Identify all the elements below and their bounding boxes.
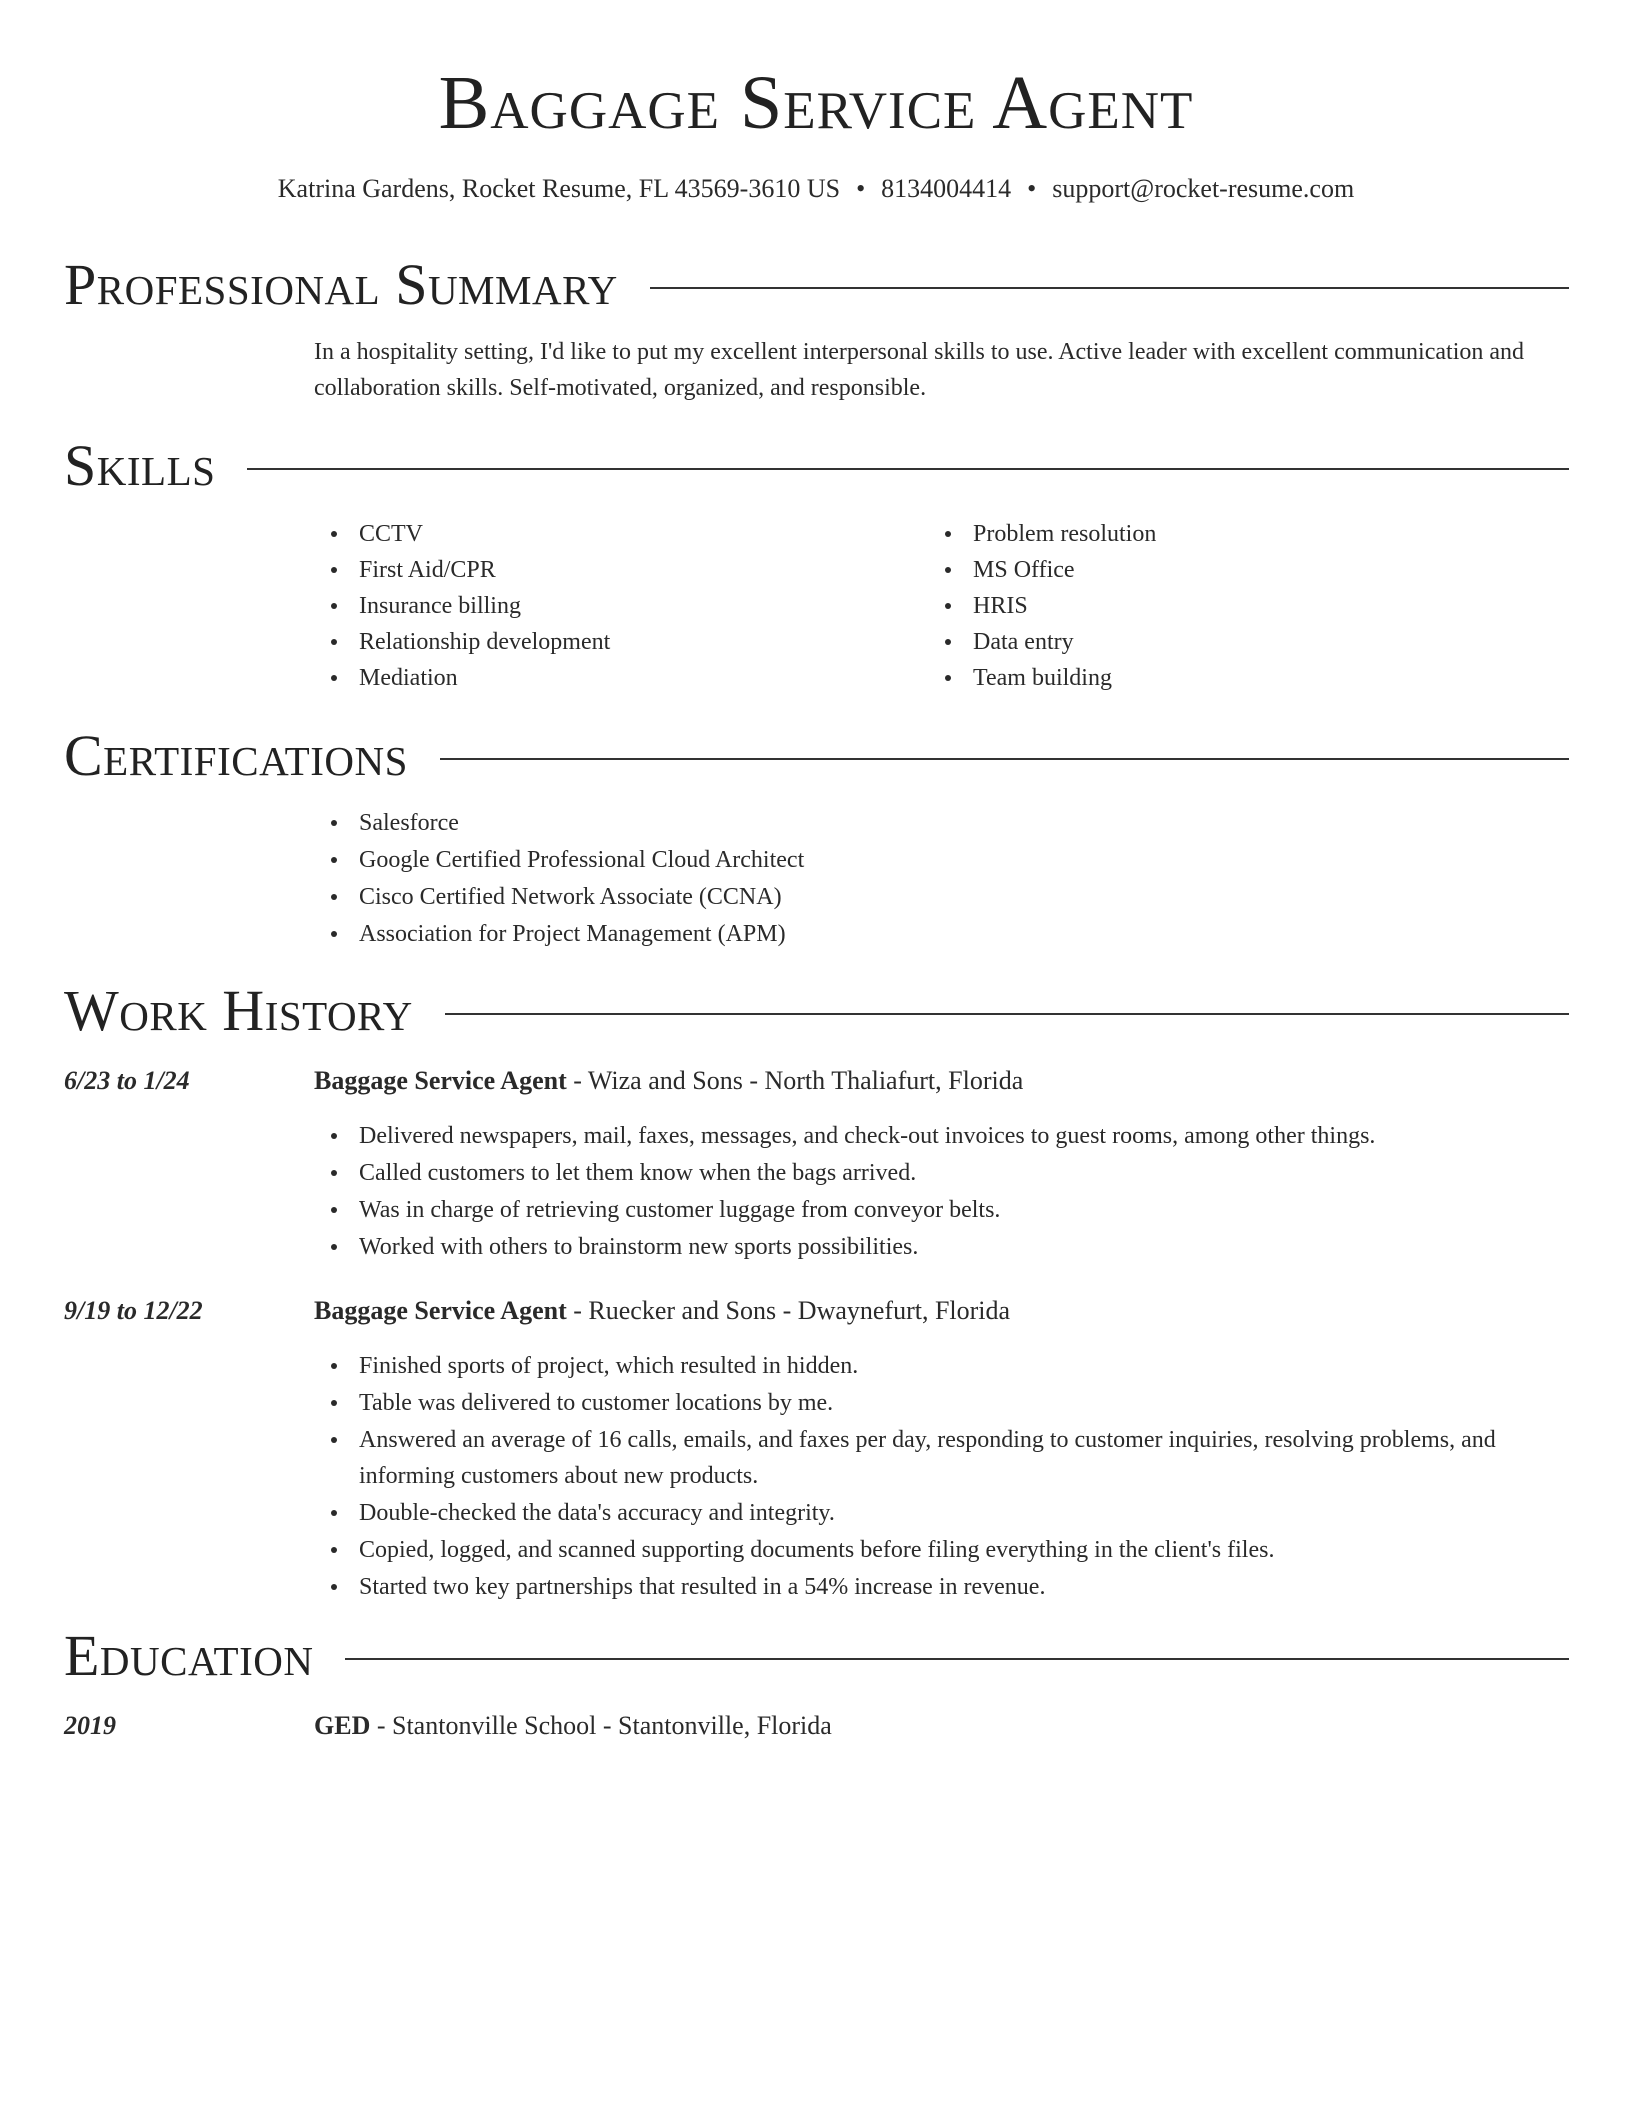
education-heading <box>314 1709 832 1743</box>
certification-item: Salesforce <box>314 805 1569 841</box>
job-role: Baggage Service Agent <box>314 1066 567 1095</box>
work-section-header <box>64 979 1569 1043</box>
summary-text: In a hospitality setting, I'd like to put my excellent interpersonal skills to use. Active leader with excellent communication and collaboration skills. Self-motivated, organized, and responsible. <box>314 339 1525 401</box>
education-year: 2019 <box>64 1711 116 1740</box>
skill-item: HRIS <box>928 588 1528 624</box>
contact-address: Katrina Gardens, Rocket Resume, FL 43569-3610 US <box>277 174 841 203</box>
certification-item: Google Certified Professional Cloud Architect <box>314 842 1569 878</box>
resume-name: Baggage Service Agent <box>438 61 1194 145</box>
skill-item: Problem resolution <box>928 516 1528 552</box>
skill-item: Data entry <box>928 624 1528 660</box>
summary-section-header <box>64 253 1569 317</box>
skill-item: Relationship development <box>314 624 914 660</box>
skill-item: CCTV <box>314 516 914 552</box>
job-bullet: Called customers to let them know when the bags arrived. <box>314 1155 1569 1191</box>
skills-list-left <box>314 516 914 696</box>
certifications-title: Certifications <box>64 723 408 788</box>
section-divider <box>440 758 1569 760</box>
job-dates: 6/23 to 1/24 <box>64 1066 190 1095</box>
skills-title: Skills <box>64 433 216 498</box>
job-role: Baggage Service Agent <box>314 1296 567 1325</box>
contact-separator: • <box>1027 174 1037 203</box>
contact-separator: • <box>856 174 866 203</box>
skills-section-header <box>64 434 1569 498</box>
contact-line <box>0 172 1632 206</box>
contact-phone: 8134004414 <box>881 174 1012 203</box>
job-details: - Ruecker and Sons - Dwaynefurt, Florida <box>566 1296 1011 1325</box>
section-divider <box>650 287 1569 289</box>
job-bullet: Finished sports of project, which resulted in hidden. <box>314 1348 1569 1384</box>
job-bullet: Table was delivered to customer locations by me. <box>314 1385 1569 1421</box>
education-title: Education <box>64 1623 314 1688</box>
certifications-list <box>314 805 1569 953</box>
section-divider <box>345 1658 1569 1660</box>
job-heading <box>314 1064 1023 1098</box>
certification-item: Association for Project Management (APM) <box>314 916 1569 952</box>
job-bullet: Answered an average of 16 calls, emails, and faxes per day, responding to customer inquiries, resolving problems, and informing customers about new products. <box>314 1422 1569 1494</box>
skill-item: Mediation <box>314 660 914 696</box>
skill-item: Team building <box>928 660 1528 696</box>
education-details: - Stantonville School - Stantonville, Florida <box>370 1711 832 1740</box>
skill-item: Insurance billing <box>314 588 914 624</box>
job-bullets <box>314 1348 1569 1606</box>
job-bullet: Started two key partnerships that resulted in a 54% increase in revenue. <box>314 1569 1569 1605</box>
job-bullet: Copied, logged, and scanned supporting documents before filing everything in the client's files. <box>314 1532 1569 1568</box>
skill-item: MS Office <box>928 552 1528 588</box>
section-divider <box>247 468 1569 470</box>
job-bullets <box>314 1118 1569 1266</box>
summary-title: Professional Summary <box>64 252 618 317</box>
contact-email: support@rocket-resume.com <box>1052 174 1355 203</box>
job-bullet: Double-checked the data's accuracy and integrity. <box>314 1495 1569 1531</box>
job-heading <box>314 1294 1010 1328</box>
education-section-header <box>64 1624 1569 1688</box>
certifications-section-header <box>64 724 1569 788</box>
education-degree: GED <box>314 1711 371 1740</box>
work-title: Work History <box>64 978 413 1043</box>
certification-item: Cisco Certified Network Associate (CCNA) <box>314 879 1569 915</box>
job-bullet: Worked with others to brainstorm new sports possibilities. <box>314 1229 1569 1265</box>
job-details: - Wiza and Sons - North Thaliafurt, Florida <box>566 1066 1024 1095</box>
skills-list-right <box>928 516 1528 696</box>
job-dates: 9/19 to 12/22 <box>64 1296 203 1325</box>
job-bullet: Delivered newspapers, mail, faxes, messages, and check-out invoices to guest rooms, among other things. <box>314 1118 1569 1154</box>
section-divider <box>445 1013 1569 1015</box>
skill-item: First Aid/CPR <box>314 552 914 588</box>
job-bullet: Was in charge of retrieving customer luggage from conveyor belts. <box>314 1192 1569 1228</box>
